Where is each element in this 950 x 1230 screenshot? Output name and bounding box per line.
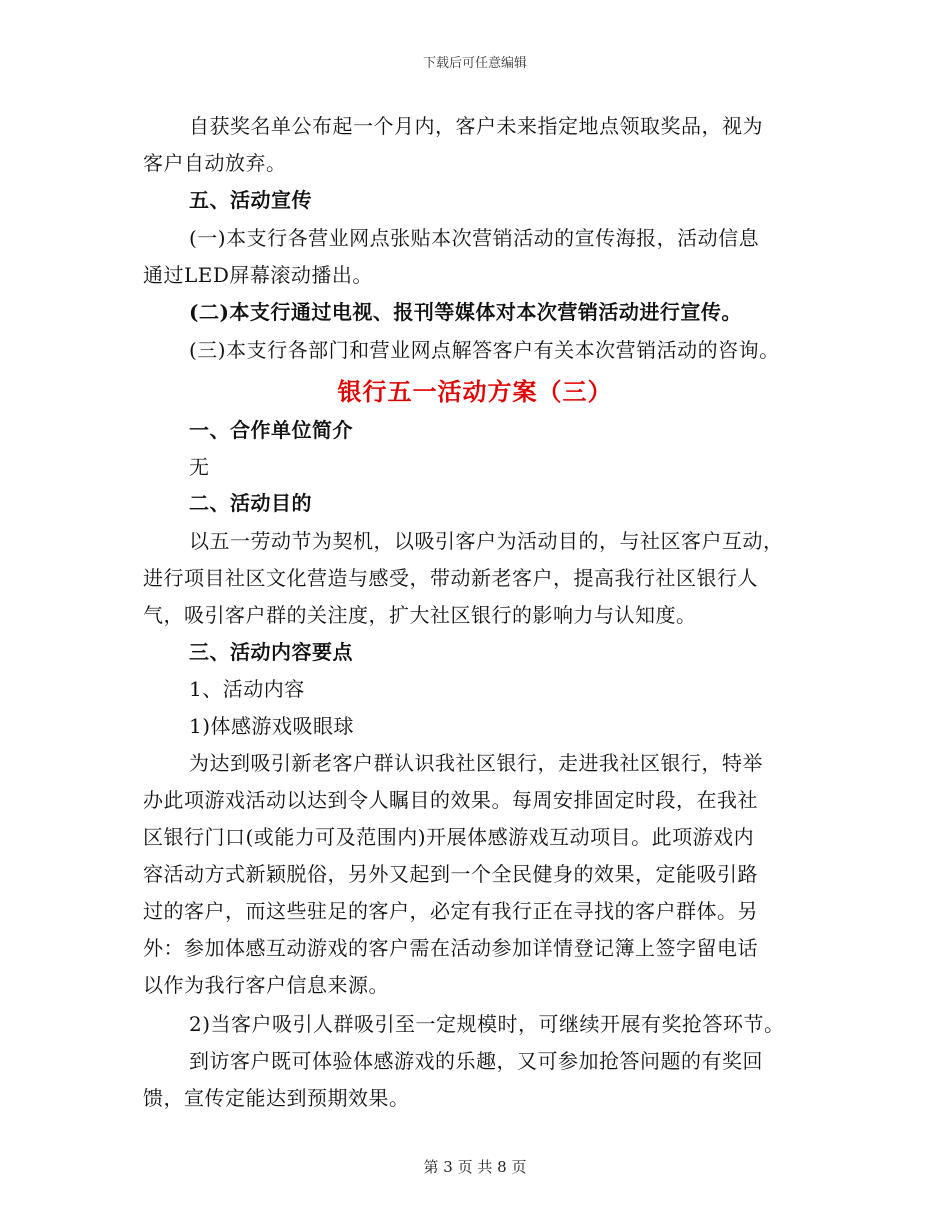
section-heading: 一、合作单位简介 xyxy=(189,418,353,442)
paragraph-line: 以五一劳动节为契机，以吸引客户为活动目的，与社区客户互动， xyxy=(189,529,784,553)
section-heading: 二、活动目的 xyxy=(189,491,312,515)
paragraph-line: 馈，宣传定能达到预期效果。 xyxy=(143,1086,410,1110)
section-heading: 三、活动内容要点 xyxy=(189,640,353,664)
paragraph-line: 2)当客户吸引人群吸引至一定规模时，可继续开展有奖抢答环节。 xyxy=(189,1012,785,1036)
paragraph-line: 区银行门口(或能力可及范围内)开展体感游戏互动项目。此项游戏内 xyxy=(143,825,755,849)
subsection-heading: 1、活动内容 xyxy=(189,677,305,701)
paragraph-line: 过的客户，而这些驻足的客户，必定有我行正在寻找的客户群体。另 xyxy=(143,899,758,923)
paragraph-line: 通过LED屏幕滚动播出。 xyxy=(143,263,373,287)
section-heading: 五、活动宣传 xyxy=(189,188,312,212)
page-header: 下载后可任意编辑 xyxy=(422,56,527,71)
paragraph-line: 自获奖名单公布起一个月内，客户未来指定地点领取奖品，视为 xyxy=(189,114,763,138)
paragraph-line: 外：参加体感互动游戏的客户需在活动参加详情登记簿上签字留电话 xyxy=(143,936,758,960)
paragraph-line: 为达到吸引新老客户群认识我社区银行，走进我社区银行，特举 xyxy=(189,751,763,775)
paragraph-line: 办此项游戏活动以达到令人瞩目的效果。每周安排固定时段，在我社 xyxy=(143,788,758,812)
paragraph-line: 客户自动放弃。 xyxy=(143,151,287,175)
paragraph-line: 以作为我行客户信息来源。 xyxy=(143,973,389,997)
paragraph-line: (三)本支行各部门和营业网点解答客户有关本次营销活动的咨询。 xyxy=(189,338,780,362)
document-title: 银行五一活动方案（三） xyxy=(337,377,613,406)
paragraph-line: 无 xyxy=(189,455,210,479)
subsection-heading: 1)体感游戏吸眼球 xyxy=(189,714,355,738)
paragraph-line: 到访客户既可体验体感游戏的乐趣，又可参加抢答问题的有奖回 xyxy=(189,1049,763,1073)
paragraph-line: (二)本支行通过电视、报刊等媒体对本次营销活动进行宣传。 xyxy=(189,300,742,324)
paragraph-line: 气，吸引客户群的关注度，扩大社区银行的影响力与认知度。 xyxy=(143,603,697,627)
paragraph-line: 进行项目社区文化营造与感受，带动新老客户，提高我行社区银行人 xyxy=(143,566,758,590)
paragraph-line: (一)本支行各营业网点张贴本次营销活动的宣传海报，活动信息 xyxy=(189,226,760,250)
page-footer: 第 3 页 共 8 页 xyxy=(423,1158,527,1176)
paragraph-line: 容活动方式新颖脱俗，另外又起到一个全民健身的效果，定能吸引路 xyxy=(143,862,758,886)
